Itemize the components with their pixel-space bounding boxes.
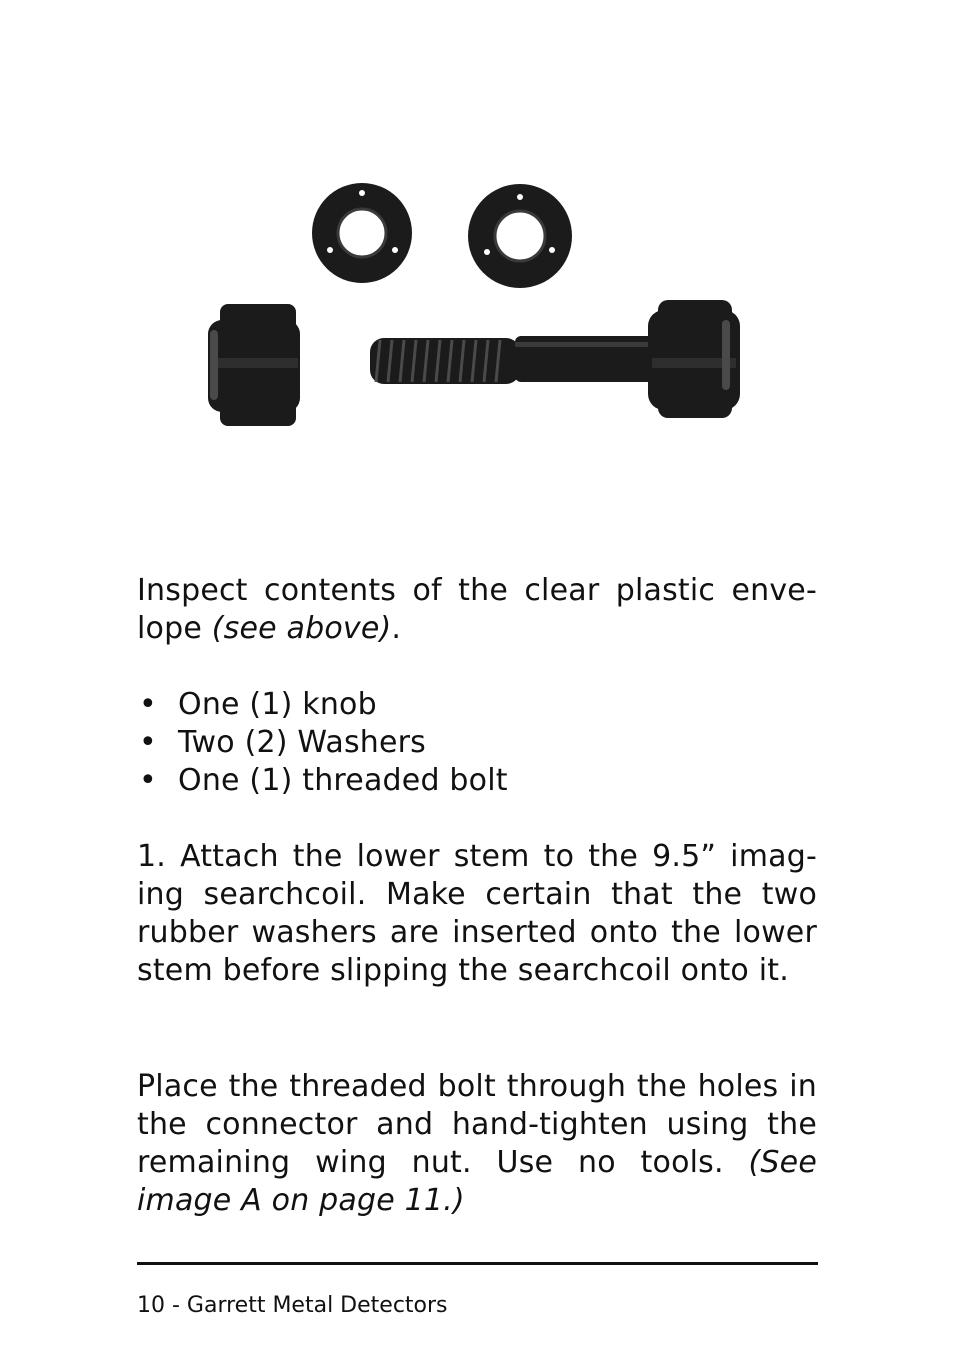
- intro-paragraph: [137, 572, 817, 648]
- step-2-reference: (See image A on page 11.): [137, 1145, 817, 1218]
- list-item: [137, 762, 817, 800]
- intro-reference: (see above): [211, 611, 392, 646]
- bullet-icon: •: [139, 763, 157, 798]
- intro-text: Inspect contents of the clear plastic enve-lope: [137, 573, 817, 646]
- bullet-icon: •: [139, 687, 157, 722]
- list-item-label: One (1) knob: [178, 687, 377, 722]
- threaded-bolt: [370, 300, 740, 418]
- washer-right: [468, 184, 572, 288]
- list-item-label: One (1) threaded bolt: [178, 763, 508, 798]
- contents-list: [137, 686, 817, 800]
- washer-left: [312, 183, 412, 283]
- step-2-text: Place the threaded bolt through the holes in the connector and hand-tighten using the remaining wing nut. Use no tools.: [137, 1069, 817, 1180]
- step-1-paragraph: 1. Attach the lower stem to the 9.5” imag-ing searchcoil. Make certain that the two rubber washers are inserted onto the lower stem before slipping the searchcoil onto it.: [137, 839, 817, 988]
- list-item-label: Two (2) Washers: [178, 725, 427, 760]
- step-2-paragraph: [137, 1068, 817, 1220]
- page-footer: 10 - Garrett Metal Detectors: [137, 1293, 448, 1318]
- bullet-icon: •: [139, 725, 157, 760]
- hardware-photo: [190, 170, 760, 430]
- intro-end: .: [391, 611, 402, 646]
- list-item: [137, 686, 817, 724]
- footer-divider: [137, 1262, 818, 1265]
- knob: [208, 304, 300, 426]
- list-item: [137, 724, 817, 762]
